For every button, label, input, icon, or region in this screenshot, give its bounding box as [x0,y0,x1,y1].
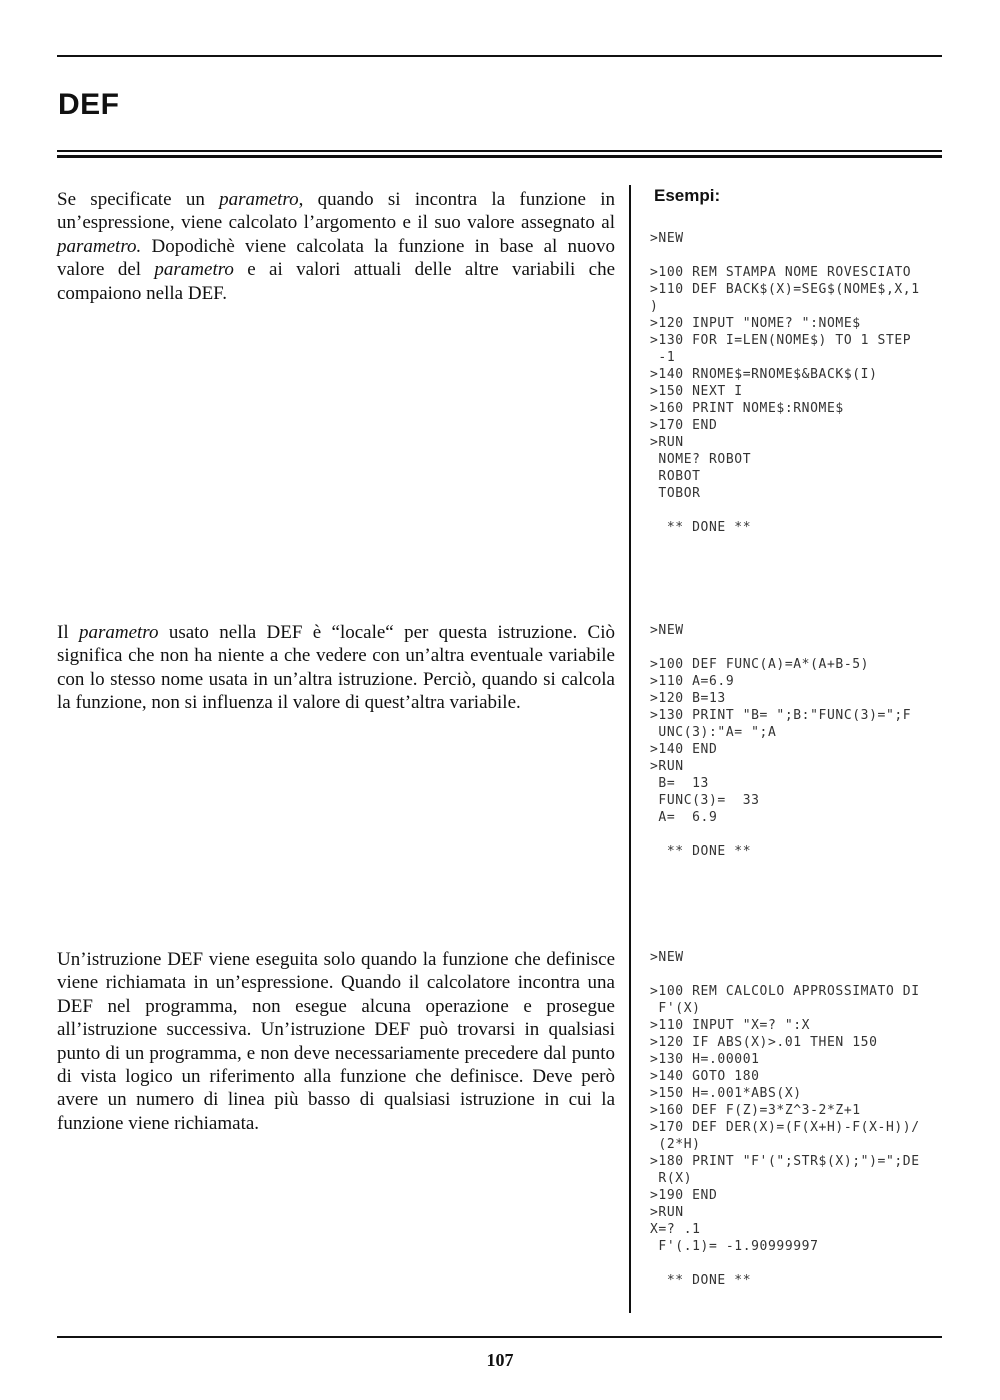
text-segment: usato nella DEF è “locale“ per questa istruzione. Ciò significa che non ha niente a che vedere con un’altra eventuale variabile con lo stesso nome usata in un’altra istruzione. Perciò, quando si calcola la funzione, non si influenza il valore di quest’altra variabile. [57,622,615,714]
text-segment: parametro [219,189,299,210]
code-example-reverse-name: >NEW >100 REM STAMPA NOME ROVESCIATO >110 DEF BACK$(X)=SEG$(NOME$,X,1 ) >120 INPUT "NOME? ":NOME$ >130 FOR I=LEN(NOME$) TO 1 STEP -1 >140 RNOME$=RNOME$&BACK$(I) >150 NEXT I >160 PRINT NOME$:RNOME$ >170 END >RUN NOME? ROBOT ROBOT TOBOR ** DONE ** [650,231,920,535]
code-example-derivative: >NEW >100 REM CALCOLO APPROSSIMATO DI F'(X) >110 INPUT "X=? ":X >120 IF ABS(X)>.01 THEN 150 >130 H=.00001 >140 GOTO 180 >150 H=.001*ABS(X) >160 DEF F(Z)=3*Z^3-2*Z+1 >170 DEF DER(X)=(F(X+H)-F(X-H))/ (2*H) >180 PRINT "F'(";STR$(X);")=";DE R(X) >190 END >RUN X=? .1 F'(.1)= -1.90999997 ** DONE ** [650,950,920,1288]
text-segment: Il [57,622,79,643]
page-number: 107 [486,1350,514,1370]
column-divider [629,185,631,1313]
text-segment: Un’istruzione DEF viene eseguita solo quando la funzione che definisce viene richiamata in un’espressione. Quando il calcolatore incontra una DEF nel programma, non esegue alcuna operazione e prosegue all’istruzione successiva. Un’istruzione DEF può trovarsi in qualsiasi punto di un programma, e non deve necessariamente precedere dal punto di vista logico un riferimento alla funzione che definisce. Deve però avere un numero di linea più basso di qualsiasi istruzione in cui la funzione viene richiamata. [57,949,615,1134]
code-example-local-variable: >NEW >100 DEF FUNC(A)=A*(A+B-5) >110 A=6.9 >120 B=13 >130 PRINT "B= ";B:"FUNC(3)=";F UNC(3):"A= ";A >140 END >RUN B= 13 FUNC(3)= 33 A= 6.9 ** DONE ** [650,623,912,859]
text-segment: parametro. [57,235,142,257]
paragraph-def-execution [57,948,615,1135]
title-rule-lower [57,155,942,158]
page-title: DEF [58,88,120,121]
text-segment: Dopodichè viene calcolata la funzione in base al nuovo valore del [57,235,615,281]
text-segment: parametro [78,622,159,643]
text-segment: e ai valori attuali delle altre variabili che compaiono nella DEF. [57,259,616,304]
title-rule-upper [57,150,942,152]
text-segment: , quando si incontra la funzione in un’espressione, viene calcolato l’argomento e il suo valore assegnato al [57,189,615,234]
text-segment: parametro [154,259,234,281]
top-rule [57,55,942,57]
paragraph-parameter-evaluation [57,188,615,305]
bottom-rule [57,1336,942,1338]
text-segment: Se specificate un [57,189,220,210]
paragraph-local-parameter [57,621,615,715]
examples-heading: Esempi: [654,186,721,205]
